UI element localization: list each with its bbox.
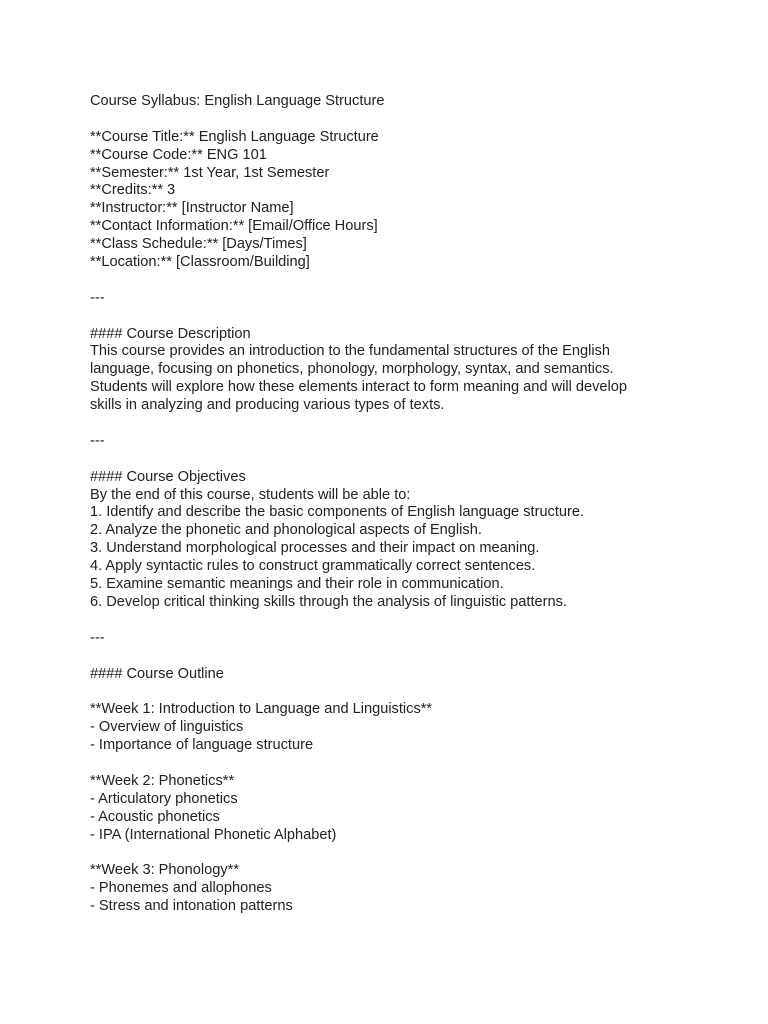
objective-item: 1. Identify and describe the basic components of English language structure.: [90, 504, 585, 521]
description-line: language, focusing on phonetics, phonology, morphology, syntax, and semantics.: [90, 361, 614, 378]
blank-line: [90, 844, 710, 862]
instructor-line: **Instructor:** [Instructor Name]: [90, 200, 294, 217]
course-code-line: **Course Code:** ENG 101: [90, 146, 267, 163]
blank-line: [90, 755, 710, 773]
week-item: - IPA (International Phonetic Alphabet): [90, 826, 337, 843]
blank-line: [90, 612, 710, 630]
blank-line: [90, 648, 710, 666]
separator: ---: [90, 629, 105, 646]
blank-line: [90, 111, 710, 129]
course-outline-section: [90, 666, 710, 916]
week-block: [90, 773, 710, 845]
week-block: [90, 701, 710, 755]
objective-item: 5. Examine semantic meanings and their role in communication.: [90, 576, 504, 593]
week-item: - Stress and intonation patterns: [90, 898, 293, 915]
description-line: Students will explore how these elements interact to form meaning and will develop: [90, 379, 628, 396]
blank-line: [90, 683, 710, 701]
semester-line: **Semester:** 1st Year, 1st Semester: [90, 164, 330, 181]
blank-line: [90, 415, 710, 433]
schedule-line: **Class Schedule:** [Days/Times]: [90, 236, 307, 253]
course-description-section: [90, 326, 710, 415]
document-title: Course Syllabus: English Language Structure: [90, 93, 385, 109]
document-body: [90, 93, 710, 916]
week-block: [90, 862, 710, 916]
week-item: - Phonemes and allophones: [90, 880, 272, 897]
description-heading: #### Course Description: [90, 325, 251, 342]
objective-item: 6. Develop critical thinking skills through the analysis of linguistic patterns.: [90, 593, 567, 610]
course-title-line: **Course Title:** English Language Structure: [90, 128, 379, 145]
objective-item: 4. Apply syntactic rules to construct grammatically correct sentences.: [90, 558, 536, 575]
blank-line: [90, 272, 710, 290]
course-info: [90, 129, 710, 272]
week-title: **Week 1: Introduction to Language and Linguistics**: [90, 701, 433, 718]
week-item: - Articulatory phonetics: [90, 790, 238, 807]
week-item: - Importance of language structure: [90, 737, 314, 754]
week-title: **Week 3: Phonology**: [90, 862, 240, 879]
objective-item: 2. Analyze the phonetic and phonological aspects of English.: [90, 522, 482, 539]
outline-heading: #### Course Outline: [90, 665, 224, 682]
blank-line: [90, 451, 710, 469]
week-item: - Overview of linguistics: [90, 719, 244, 736]
contact-line: **Contact Information:** [Email/Office Hours]: [90, 218, 378, 235]
blank-line: [90, 308, 710, 326]
objective-item: 3. Understand morphological processes and their impact on meaning.: [90, 540, 540, 557]
objectives-intro: By the end of this course, students will be able to:: [90, 486, 411, 503]
location-line: **Location:** [Classroom/Building]: [90, 254, 310, 271]
credits-line: **Credits:** 3: [90, 182, 176, 199]
week-item: - Acoustic phonetics: [90, 808, 220, 825]
separator: ---: [90, 432, 105, 449]
description-line: skills in analyzing and producing various types of texts.: [90, 397, 445, 414]
course-objectives-section: [90, 469, 710, 612]
week-title: **Week 2: Phonetics**: [90, 772, 235, 789]
description-line: This course provides an introduction to the fundamental structures of the English: [90, 343, 610, 360]
separator: ---: [90, 289, 105, 306]
objectives-heading: #### Course Objectives: [90, 468, 246, 485]
